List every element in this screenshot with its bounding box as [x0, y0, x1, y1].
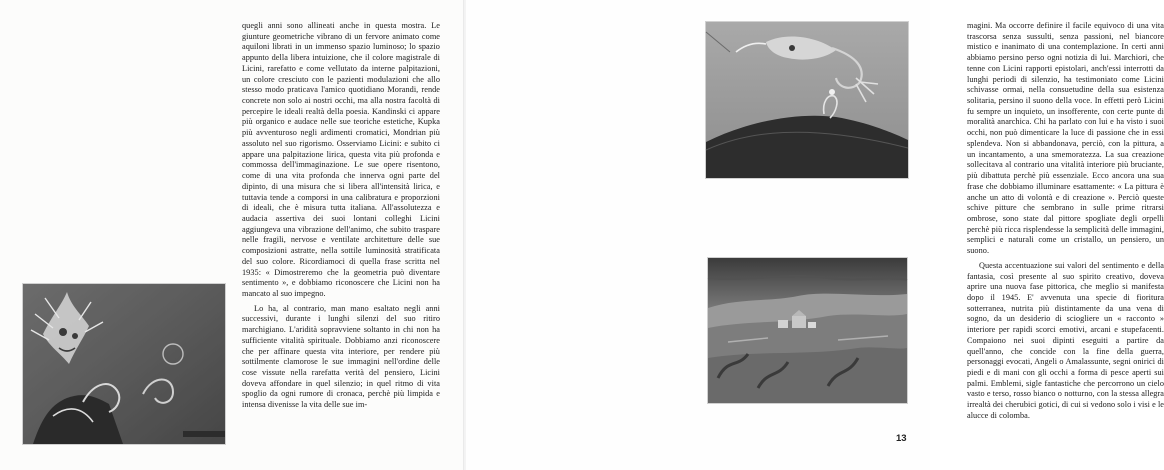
paragraph: Lo ha, al contrario, man mano esaltato negli anni successivi, durante i lunghi silenzi del suo ritiro marchigiano. L'aridità sopravviene soltanto in chi non ha sufficiente vitalità spirituale. Dobbiamo anzi riconoscere che per affinare questa vita interiore, per rendere più sottilmente clamorose le sue immagini nell'ordine delle cose vissute nella rarefatta verità del pensiero, Licini doveva affondare in quel silenzio; in quel ritmo di vita spoglio da ogni rumore di cronaca, perchè più limpida e intensa divenisse la vita delle sue im- [242, 303, 440, 410]
plate-flying-figure-painting [705, 21, 909, 179]
left-column-text [242, 21, 440, 411]
painting-landscape-image [708, 258, 907, 403]
painting-amalassunta-image [23, 284, 225, 444]
plate-amalassunta-painting [22, 283, 226, 445]
right-column-text [967, 21, 1164, 422]
painting-flying-figure-image [706, 22, 908, 178]
paragraph: quegli anni sono allineati anche in questa mostra. Le giunture geometriche vibrano di un fervore animato come aquiloni librati in un immenso spazio luminoso; lo spazio appunto della libera intuizione, che il colore magistrale di Licini, rarefatto e come vellutato da interne palpitazioni, un colore cresciuto con le pazienti modulazioni che allo stesso modo praticava l'amico quotidiano Morandi, rende concrete non solo ai nostri occhi, ma alla nostra facoltà di percepire le ideali realtà della poesia. Kandinski ci appare più organico e audace nelle sue teoriche estetiche, Kupka più avventuroso negli ardimenti cromatici, Mondrian più assoluto nel suo rigorismo. Osserviamo Licini: e subito ci appare una palpitazione lirica, questa vita più profonda e commossa dell'immaginazione. Le sue opere risentono, come di una vita profonda che innerva ogni parte del dipinto, di una misura che si libera all'intensità lirica, e tuttavia tende a comporsi in una calibratura e proporzioni di ideali, che è misura tutta italiana. All'assolutezza e audacia assertiva dei suoi lontani colleghi Licini aggiungeva una vibrazione dell'animo, che subito traspare nelle fragili, nervose e ventilate architetture delle sue composizioni astratte, nella sottile luminosità stratificata del suo colore. Ricordiamoci di quella frase scritta nel 1935: « Dimostreremo che la geometria può diventare sentimento », e dobbiamo riconoscere che Licini non ha mancato al suo impegno. [242, 21, 440, 298]
paragraph: Questa accentuazione sui valori del sentimento e della fantasia, così presente al suo spirito creativo, doveva aprire una nuova fase pittorica, che meglio si manifesta dopo il 1945. E' avvenuta una specie di fioritura sotterranea, nutrita più distintamente da una vena di sogno, da un desiderio di sciogliere un « racconto » interiore per rapidi scorci emotivi, arcani e stupefacenti. Compaiono nei suoi dipinti eseguiti a partire da quell'anno, che concide con la fine della guerra, personaggi evocati, Angeli o Amalassunte, segni onirici di piedi e di mani con gli occhi a forma di pesce aperti sui palmi. Emblemi, sigle fantastiche che percorrono un cielo vasto e terso, rosso bianco o notturno, con la stessa allegra irrealtà dei cherubici gotici, di cui si vedono solo i visi e le alucce di colomba. [967, 260, 1164, 420]
left-page [0, 0, 464, 470]
page-number: 13 [896, 433, 907, 444]
paragraph: magini. Ma occorre definire il facile equivoco di una vita trascorsa senza sussulti, senza passioni, nel biancore mistico e inanimato di una contemplazione. In certi anni abbiamo persino perso ogni notizia di lui. Marchiori, che tenne con Licini rapporti epistolari, anch'essi interrotti da lunghi periodi di silenzio, ha testimoniato come Licini schivasse ormai, nella consuetudine della sua esistenza solitaria, persino il suono della voce. In effetti però Licini fu sempre un inquieto, un insofferente, con certe punte di moralità anarchica. Chi ha parlato con lui e ha visto i suoi occhi, non può dimenticare la luce di passione che in essi splendeva. Non si abbandonava, perciò, con la pittura, a un incantamento, a una smemoratezza. La sua creazione sollecitava al contrario una vitalità interiore più bruciante, più dibattuta perchè più essenziale. Ecco ancora una sua frase che dobbiamo illuminare esattamente: « La pittura è anche un atto di volontà e di creazione ». Perciò queste schive pitture che sembrano in sulle prime ritrarsi ombrose, sono state dal pittore spogliate degli orpelli perchè più ricca risplendesse la semplicità delle immagini, semplici e naturali come un cristallo, un pensiero, un suono. [967, 21, 1164, 256]
plate-landscape-painting [707, 257, 908, 404]
